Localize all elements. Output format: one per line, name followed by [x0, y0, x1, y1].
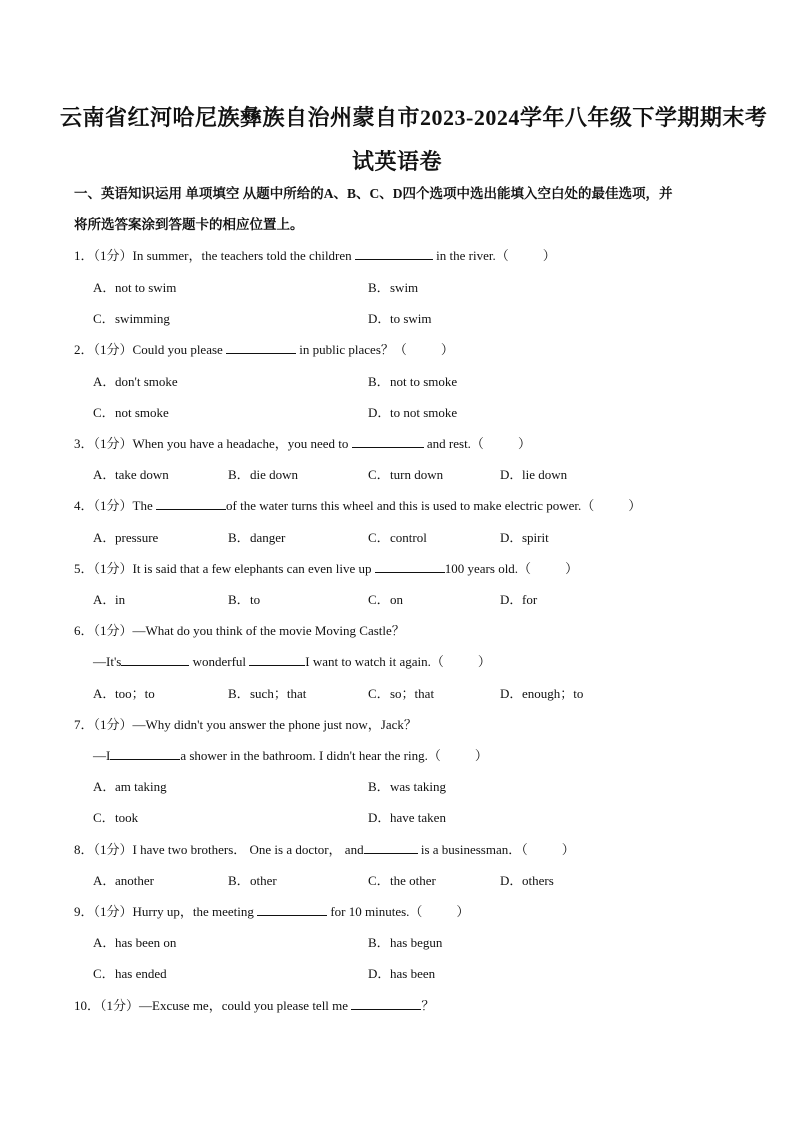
option-d[interactable]: D．have taken	[368, 810, 446, 825]
response-start: —It's	[93, 654, 122, 669]
question-number: 5．	[74, 561, 94, 576]
question-stem-end: in the river.（	[432, 248, 509, 263]
question-stem: —What do you think of the movie Moving Castle？	[132, 623, 405, 638]
question-9	[74, 903, 469, 921]
section-instruction-line2: 将所选答案涂到答题卡的相应位置上。	[74, 217, 304, 232]
option-b[interactable]: B．die down	[228, 467, 299, 482]
question-stem: —Excuse me，could you please tell me	[139, 998, 352, 1013]
answer-blank	[351, 997, 421, 1010]
response-start: —I	[93, 748, 111, 763]
option-d[interactable]: D．to swim	[368, 311, 432, 326]
question-number: 3．	[74, 436, 94, 451]
option-d[interactable]: D．others	[500, 873, 554, 888]
option-b[interactable]: B．danger	[228, 530, 286, 545]
option-b[interactable]: B．other	[228, 873, 277, 888]
response-end: I want to watch it again.（	[305, 654, 444, 669]
question-8	[74, 841, 575, 859]
question-score: （1分）	[100, 998, 140, 1013]
option-b[interactable]: B．was taking	[368, 779, 446, 794]
question-number: 8．	[74, 842, 94, 857]
close-paren: ）	[456, 904, 470, 919]
question-number: 9．	[74, 904, 94, 919]
option-d[interactable]: D．lie down	[500, 467, 568, 482]
question-score: （1分）	[93, 561, 133, 576]
question-6	[74, 622, 405, 640]
option-a[interactable]: A．don't smoke	[93, 374, 178, 389]
close-paren: ）	[477, 654, 491, 669]
option-c[interactable]: C．so；that	[368, 686, 435, 701]
option-c[interactable]: C．has ended	[93, 966, 167, 981]
response-mid: wonderful	[189, 654, 250, 669]
question-stem-end: ？	[421, 998, 435, 1013]
option-b[interactable]: B．not to smoke	[368, 374, 458, 389]
option-d[interactable]: D．enough；to	[500, 686, 584, 701]
option-c[interactable]: C．took	[93, 810, 139, 825]
question-5	[74, 560, 578, 578]
option-d[interactable]: D．to not smoke	[368, 405, 458, 420]
question-stem: Hurry up，the meeting	[132, 904, 258, 919]
question-7-response	[93, 747, 488, 765]
question-2	[74, 341, 454, 359]
section-instruction-line1: 一、英语知识运用 单项填空 从题中所给的A、B、C、D四个选项中选出能填入空白处的最佳选项，并	[74, 186, 673, 201]
question-number: 4．	[74, 498, 94, 513]
close-paren: ）	[628, 498, 642, 513]
option-b[interactable]: B．swim	[368, 280, 419, 295]
question-number: 10．	[74, 998, 101, 1013]
answer-blank	[355, 247, 433, 260]
option-a[interactable]: A．too；to	[93, 686, 155, 701]
answer-blank	[257, 903, 327, 916]
close-paren: ）	[561, 842, 575, 857]
option-b[interactable]: B．to	[228, 592, 261, 607]
answer-blank	[249, 653, 305, 666]
answer-blank	[226, 341, 296, 354]
question-score: （1分）	[93, 717, 133, 732]
question-score: （1分）	[93, 842, 133, 857]
answer-blank	[352, 435, 424, 448]
option-a[interactable]: A．take down	[93, 467, 169, 482]
question-3	[74, 435, 531, 453]
close-paren: ）	[440, 342, 454, 357]
question-score: （1分）	[93, 904, 133, 919]
question-number: 7．	[74, 717, 94, 732]
question-stem: In summer，the teachers told the children	[132, 248, 355, 263]
option-c[interactable]: C．turn down	[368, 467, 444, 482]
question-number: 2．	[74, 342, 94, 357]
question-stem: It is said that a few elephants can even live up	[132, 561, 375, 576]
question-stem-end: of the water turns this wheel and this is used to make electric power.（	[226, 498, 595, 513]
option-a[interactable]: A．in	[93, 592, 126, 607]
question-stem: The	[132, 498, 156, 513]
question-stem: —Why didn't you answer the phone just now，Jack？	[132, 717, 417, 732]
option-c[interactable]: C．not smoke	[93, 405, 169, 420]
answer-blank	[375, 560, 445, 573]
question-score: （1分）	[93, 498, 133, 513]
question-7	[74, 716, 417, 734]
option-c[interactable]: C．the other	[368, 873, 436, 888]
question-6-response	[93, 653, 491, 671]
question-stem-end: 100 years old.（	[444, 561, 532, 576]
option-c[interactable]: C．on	[368, 592, 403, 607]
question-stem: I have two brothers． One is a doctor， and	[132, 842, 364, 857]
answer-blank	[156, 497, 226, 510]
question-score: （1分）	[93, 623, 133, 638]
question-stem-end: is a businessman．（	[417, 842, 528, 857]
close-paren: ）	[517, 436, 531, 451]
question-stem: When you have a headache，you need to	[132, 436, 352, 451]
question-1	[74, 247, 556, 265]
option-d[interactable]: D．has been	[368, 966, 436, 981]
option-b[interactable]: B．such；that	[228, 686, 307, 701]
question-score: （1分）	[93, 248, 133, 263]
answer-blank	[364, 841, 418, 854]
option-a[interactable]: A．another	[93, 873, 154, 888]
option-a[interactable]: A．not to swim	[93, 280, 177, 295]
question-number: 6．	[74, 623, 94, 638]
exam-title-line1: 云南省红河哈尼族彝族自治州蒙自市2023-2024学年八年级下学期期末考	[60, 105, 768, 130]
exam-title-line2: 试英语卷	[351, 149, 442, 174]
question-stem-end: for 10 minutes.（	[327, 904, 423, 919]
question-4	[74, 497, 641, 515]
question-stem: Could you please	[132, 342, 227, 357]
question-stem-end: and rest.（	[423, 436, 484, 451]
response-end: a shower in the bathroom. I didn't hear the ring.（	[180, 748, 441, 763]
answer-blank	[121, 653, 189, 666]
option-a[interactable]: A．pressure	[93, 530, 159, 545]
option-d[interactable]: D．spirit	[500, 530, 549, 545]
option-c[interactable]: C．swimming	[93, 311, 170, 326]
question-score: （1分）	[93, 436, 133, 451]
answer-blank	[110, 747, 180, 760]
close-paren: ）	[542, 248, 556, 263]
question-stem-end: in public places？（	[296, 342, 407, 357]
option-d[interactable]: D．for	[500, 592, 538, 607]
option-b[interactable]: B．has begun	[368, 935, 443, 950]
close-paren: ）	[565, 561, 579, 576]
option-a[interactable]: A．am taking	[93, 779, 167, 794]
question-score: （1分）	[93, 342, 133, 357]
close-paren: ）	[474, 748, 488, 763]
option-a[interactable]: A．has been on	[93, 935, 177, 950]
option-c[interactable]: C．control	[368, 530, 427, 545]
question-10	[74, 997, 434, 1015]
question-number: 1．	[74, 248, 94, 263]
